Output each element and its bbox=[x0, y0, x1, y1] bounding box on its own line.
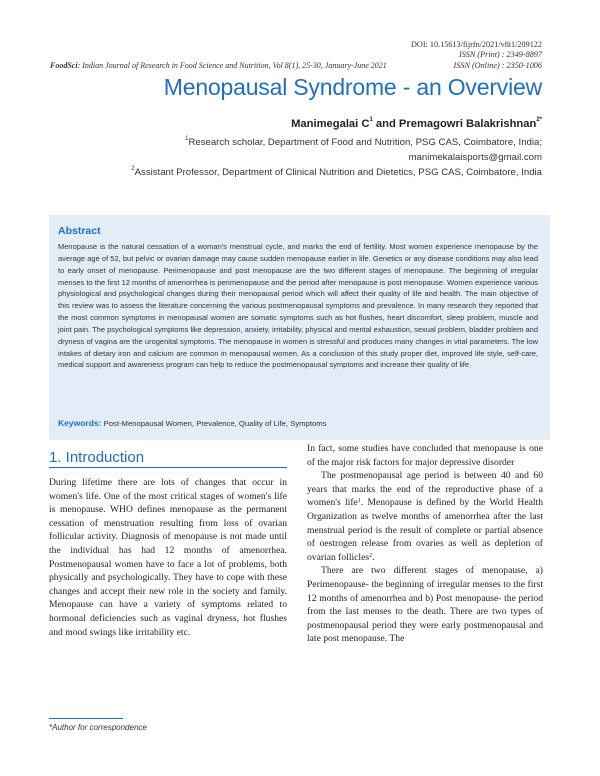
right-paragraph-2-a: The postmenopausal age period is between 40 and 60 years that marks the end of the reproductive phase of a women's life bbox=[307, 470, 543, 509]
correspondence-footnote: *Author for correspondence bbox=[49, 723, 147, 732]
keywords-list: Post-Menopausal Women, Prevalence, Quality of Life, Symptoms bbox=[103, 419, 327, 428]
section-rule bbox=[49, 467, 287, 468]
abstract-heading: Abstract bbox=[58, 225, 101, 237]
affiliation-1-sup: 1 bbox=[185, 136, 189, 142]
article-title: Menopausal Syndrome - an Overview bbox=[163, 74, 542, 100]
author-list bbox=[291, 118, 542, 130]
header-identifiers bbox=[411, 40, 542, 71]
footnote-rule bbox=[49, 718, 123, 719]
affiliation-2-text: Assistant Professor, Department of Clinical Nutrition and Dietetics, PSG CAS, Coimbatore, India bbox=[134, 167, 542, 178]
affiliation-1-text: Research scholar, Department of Food and Nutrition, PSG CAS, Coimbatore, India; bbox=[188, 137, 542, 148]
affiliation-1 bbox=[185, 137, 542, 148]
issn-print: ISSN (Print) : 2349-8897 bbox=[458, 50, 542, 60]
introduction-left-column: During lifetime there are lots of changes that occur in women's life. One of the most critical stages of women's life is menopause. WHO defines menopause as the permanent cessation of menstruation resulting from loss of ovarian follicular activity. Diagnosis of menopause is not made until the individual has had 12 months of amenorrhea. Postmenopausal women have to face a lot of problems, both physically and psychologically. They have to cope with these changes and accept their new role in the society and family. Menopause can have a variety of symptoms related to hormonal deficiencies such as vaginal dryness, hot flushes and mood swings like irritability etc. bbox=[49, 477, 287, 638]
right-paragraph-1: In fact, some studies have concluded that menopause is one of the major risk factors for major depressive disorder bbox=[307, 443, 543, 468]
affiliation-2 bbox=[131, 167, 542, 178]
issn-online: ISSN (Online) : 2350-1006 bbox=[453, 60, 542, 70]
keywords bbox=[58, 418, 327, 428]
author-1: Manimegalai C bbox=[291, 118, 370, 130]
right-paragraph-2-b: . Menopause is defined by the World Health Organization as twelve months of amenorrhea after the last menstrual period is the result of complete or partial absence of oestrogen release from ovaries as well as depletion of ovarian follicles bbox=[307, 497, 543, 563]
right-paragraph-2-c: . bbox=[372, 551, 375, 563]
doi: DOI: 10.15613/fijrfn/2021/v8i1/209122 bbox=[411, 40, 542, 49]
citation-2[interactable]: 2 bbox=[369, 552, 373, 559]
author-2-sup: 2* bbox=[536, 117, 542, 123]
introduction-right-column bbox=[307, 442, 543, 646]
author-email[interactable]: manimekalaisports@gmail.com bbox=[408, 152, 542, 163]
journal-citation bbox=[50, 61, 387, 70]
affiliation-2-sup: 2 bbox=[131, 166, 135, 172]
author-and: and bbox=[372, 118, 399, 130]
right-paragraph-2 bbox=[307, 469, 543, 564]
journal-short-name: FoodSci bbox=[50, 61, 78, 70]
introduction-heading: 1. Introduction bbox=[49, 449, 145, 466]
keywords-label: Keywords: bbox=[58, 418, 102, 428]
journal-details: : Indian Journal of Research in Food Science and Nutrition, Vol 8(1), 25-30, January-June 2021 bbox=[77, 61, 387, 70]
author-2: Premagowri Balakrishnan bbox=[398, 118, 537, 130]
author-1-sup: 1 bbox=[369, 117, 373, 123]
citation-1[interactable]: 1 bbox=[357, 498, 361, 505]
right-paragraph-3: There are two different stages of menopause, a) Perimenopause- the beginning of irregular menses to the first 12 months of amenorrhea and b) Post menopause- the period from the last menses to the death. There are two types of postmenopausal period they were early postmenopausal and late post menopause. The bbox=[307, 565, 543, 645]
abstract-text: Menopause is the natural cessation of a woman's menstrual cycle, and marks the end of fertility. Most women experience menopause by the average age of 52, but pelvic or ovarian damage may cause sudden menopause earlier in life. Genetics or any disease conditions may also lead to early onset of menopause. Perimenopause and post menopause are the two different stages of menopause. The beginning of irregular menses to the first 12 months of amenorrhea is perimenopause and the period after menopause is post menopause. Women experience various physiological and psychological changes during their menopausal period which will affect their quality of life and health. The main objective of this review was to assess the literature concerning the various postmenopausal symptoms and prevalence. In many research they reported that the most common symptoms in menopausal women are somatic symptoms such as hot flushes, heart discomfort, sleep problem, muscle and joint pain. The psychological symptoms like depression, anxiety, irritability, physical and mental exhaustion, sexual problem, bladder problem and dryness of vagina are the urogenital symptoms. The menopause in women is stressful and produces many changes in vital parameters. The low intakes of dietary iron and calcium are common in menopausal women. As a conclusion of this study proper diet, improved life style, self-care, medical support and awareness program can help to reduce the postmenopausal symptoms and increase their quality of life. bbox=[58, 242, 538, 370]
